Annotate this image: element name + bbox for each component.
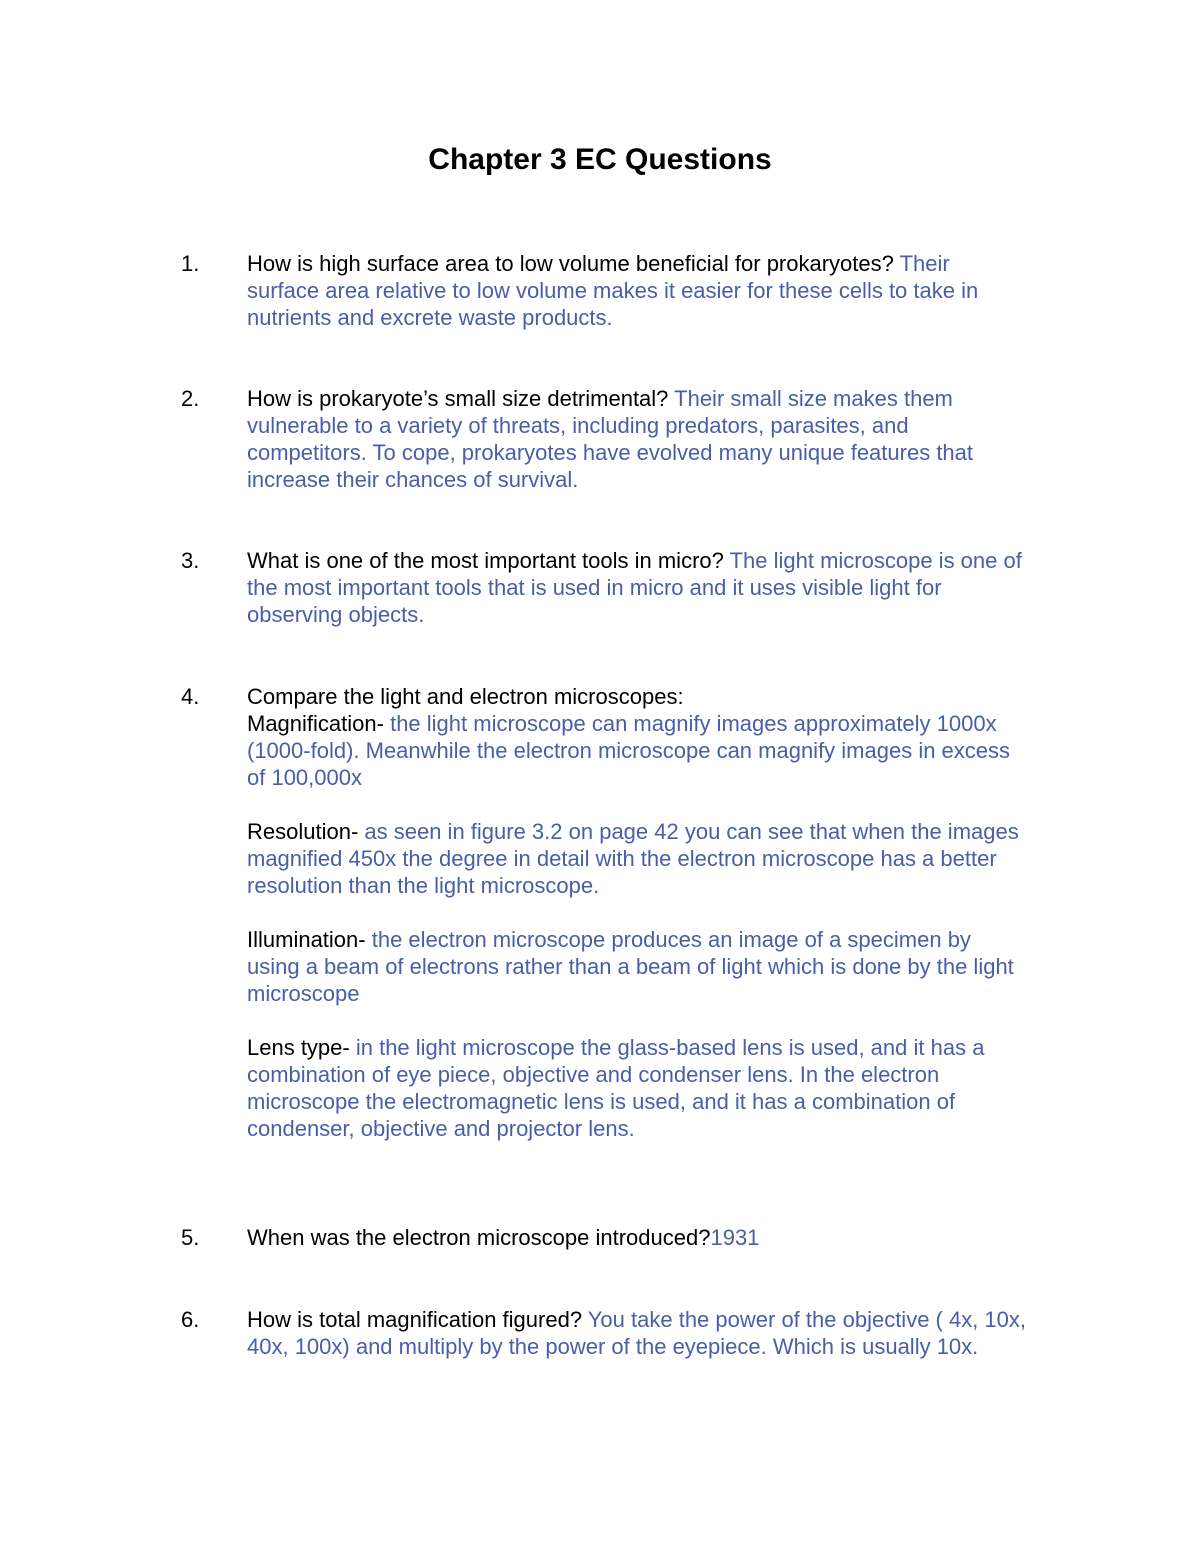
question-number: 4. [181,684,200,709]
answer-text: the electron microscope produces an image of a specimen by using a beam of electrons rather than a beam of light which is done by the light microscope [247,927,1014,1006]
comparison-label: Magnification- [247,711,391,736]
comparison-illumination [247,926,1027,1007]
answer-text: in the light microscope the glass-based lens is used, and it has a combination of eye piece, objective and condenser lens. In the electron microscope the electromagnetic lens is used, and it has a combination of condenser, objective and projector lens. [247,1035,985,1141]
question-text: What is one of the most important tools in micro? [247,548,730,573]
answer-text: Their small size makes them vulnerable to a variety of threats, including predators, parasites, and competitors. To cope, prokaryotes have evolved many unique features that increase their chances of survival. [247,386,974,492]
question-number: 2. [181,386,200,411]
comparison-label: Illumination- [247,927,372,952]
question-body [247,547,1027,628]
answer-text: the light microscope can magnify images approximately 1000x (1000-fold). Meanwhile the electron microscope can magnify images in excess of 100,000x [247,711,1011,790]
question-text: How is prokaryote’s small size detrimental? [247,386,675,411]
answer-text: Their surface area relative to low volume makes it easier for these cells to take in nutrients and excrete waste products. [247,251,979,330]
answer-text: as seen in figure 3.2 on page 42 you can see that when the images magnified 450x the degree in detail with the electron microscope has a better resolution than the light microscope. [247,819,1019,898]
answer-text: You take the power of the objective ( 4x, 10x, 40x, 100x) and multiply by the power of the eyepiece. Which is usually 10x. [247,1307,1027,1359]
comparison-resolution [247,818,1027,899]
answer-text: The light microscope is one of the most important tools that is used in micro and it uses visible light for observing objects. [247,548,1022,627]
comparison-lens-type [247,1034,1027,1142]
question-number: 1. [181,251,200,276]
question-text: When was the electron microscope introduced? [247,1225,711,1250]
question-number: 5. [181,1225,200,1250]
question-body [247,683,1027,1142]
question-body [247,385,1027,493]
comparison-label: Lens type- [247,1035,356,1060]
question-body [247,1306,1027,1360]
question-number: 3. [181,548,200,573]
answer-text: 1931 [710,1225,760,1250]
question-number: 6. [181,1307,200,1332]
comparison-magnification [247,710,1027,791]
question-body [247,250,1027,331]
question-text: How is high surface area to low volume beneficial for prokaryotes? [247,251,900,276]
page-title: Chapter 3 EC Questions [428,143,772,176]
question-body [247,1224,1027,1251]
question-text: Compare the light and electron microscopes: [247,684,684,709]
comparison-label: Resolution- [247,819,365,844]
question-text: How is total magnification figured? [247,1307,588,1332]
